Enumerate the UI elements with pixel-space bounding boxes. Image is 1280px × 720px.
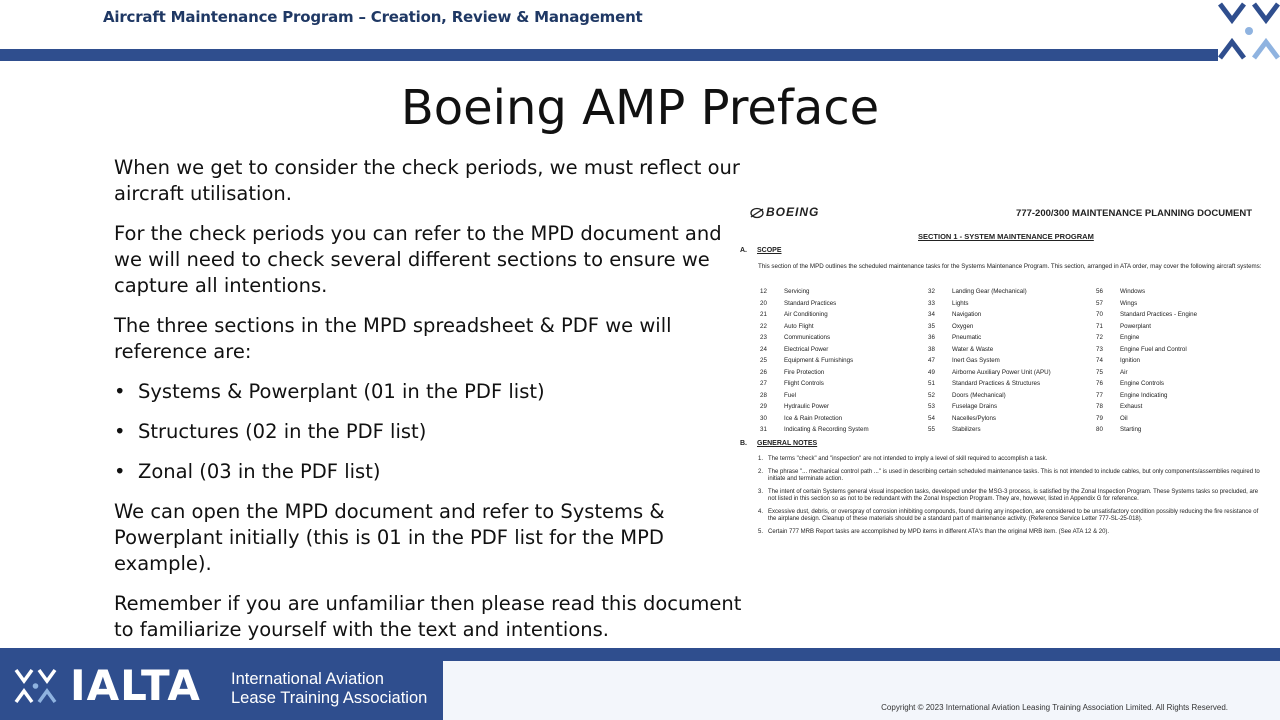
ata-chapter-name: Equipment & Furnishings	[784, 357, 854, 364]
ata-row	[1096, 413, 1256, 425]
ata-number: 38	[928, 345, 935, 353]
ata-row	[760, 390, 920, 402]
ata-row	[1096, 332, 1256, 344]
ata-chapter-name: Oxygen	[952, 322, 974, 330]
ata-number: 12	[760, 288, 767, 295]
section-title: SECTION 1 - SYSTEM MAINTENANCE PROGRAM	[918, 232, 1094, 241]
ata-chapter-name: Nacelles/Pylons	[952, 414, 997, 422]
paragraph: We can open the MPD document and refer to Systems & Powerplant initially (this is 01 in the PDF list for the MPD example).	[114, 500, 665, 575]
ata-chapter-name: Stabilizers	[952, 426, 981, 433]
ialta-chevron-logo-icon	[1218, 0, 1280, 62]
ata-number: 47	[928, 357, 935, 364]
ata-number: 74	[1096, 357, 1103, 364]
paragraph: Remember if you are unfamiliar then please read this document to familiarize yourself with the text and intentions.	[114, 592, 742, 641]
ata-chapter-name: Pneumatic	[952, 334, 982, 341]
scope-label: SCOPE	[757, 247, 782, 254]
ata-number: 78	[1096, 403, 1103, 410]
ata-number: 71	[1096, 322, 1103, 330]
ata-row	[760, 321, 920, 333]
ata-row	[1096, 378, 1256, 390]
ata-chapter-name: Auto Flight	[784, 322, 814, 330]
general-notes-heading	[740, 440, 817, 447]
general-note	[758, 489, 1263, 503]
general-note	[758, 529, 1263, 536]
ata-number: 29	[760, 403, 767, 410]
ata-row	[1096, 298, 1256, 310]
ata-row	[760, 367, 920, 379]
ata-row	[1096, 424, 1256, 436]
general-note	[758, 509, 1263, 523]
ata-row	[760, 424, 920, 436]
header-bar	[0, 49, 1280, 61]
footer-band	[443, 648, 1280, 661]
ata-number: 31	[760, 426, 767, 433]
ata-column	[1096, 286, 1256, 436]
note-number: 3.	[758, 489, 764, 495]
ata-row	[928, 378, 1088, 390]
ata-chapter-name: Engine Indicating	[1120, 391, 1168, 399]
ata-chapter-name: Inert Gas System	[952, 357, 1000, 364]
general-note	[758, 469, 1263, 483]
ata-number: 25	[760, 357, 767, 364]
paragraph: For the check periods you can refer to the MPD document and we will need to check several different sections to ensure we capture all intentions.	[114, 222, 722, 297]
ata-chapter-name: Water & Waste	[952, 345, 994, 353]
ata-chapter-name: Communications	[784, 334, 831, 341]
scope-heading	[740, 247, 782, 254]
section-bullet-list	[114, 379, 754, 485]
ata-number: 70	[1096, 311, 1103, 318]
bullet-item: • Zonal (03 in the PDF list)	[114, 459, 754, 485]
general-note	[758, 456, 1263, 463]
ata-number: 20	[760, 299, 767, 307]
ata-row	[760, 401, 920, 413]
mpd-document-excerpt	[724, 200, 1269, 560]
ata-row	[928, 321, 1088, 333]
footer-logo	[0, 648, 443, 720]
ata-row	[928, 309, 1088, 321]
body-text	[114, 155, 754, 657]
ata-row	[1096, 390, 1256, 402]
ata-row	[928, 298, 1088, 310]
ata-number: 21	[760, 311, 767, 318]
ata-number: 36	[928, 334, 935, 341]
note-text: The intent of certain Systems general visual inspection tasks, developed under the MSG-3 process, is satisfied by the Zonal Inspection Program. These Systems tasks so precluded, are not listed in this section so as not to be redundant with the Zonal Inspection Program. They are, however, listed in Appendix G for reference.	[768, 489, 1259, 502]
bullet-item: • Structures (02 in the PDF list)	[114, 419, 754, 445]
ata-row	[928, 344, 1088, 356]
ata-chapter-name: Windows	[1120, 288, 1146, 295]
ata-chapter-name: Electrical Power	[784, 345, 829, 353]
ata-number: 76	[1096, 380, 1103, 387]
ialta-wordmark: IALTA	[70, 661, 201, 710]
ata-number: 56	[1096, 288, 1103, 295]
ata-chapter-name: Engine Controls	[1120, 380, 1165, 387]
ata-row	[760, 413, 920, 425]
notes-label: GENERAL NOTES	[757, 440, 818, 447]
note-text: Certain 777 MRB Report tasks are accomplished by MPD items in different ATA's than the original MRB item. (See ATA 12 & 20).	[768, 529, 1110, 535]
ata-chapter-name: Airborne Auxiliary Power Unit (APU)	[952, 368, 1051, 376]
organization-name	[231, 670, 427, 708]
ata-number: 35	[928, 322, 935, 330]
ata-row	[928, 413, 1088, 425]
ata-number: 49	[928, 368, 935, 376]
ata-row	[760, 332, 920, 344]
slide-title: Boeing AMP Preface	[400, 80, 880, 136]
ata-number: 22	[760, 322, 767, 330]
bullet-item: • Systems & Powerplant (01 in the PDF list)	[114, 379, 754, 405]
ata-row	[760, 298, 920, 310]
ata-chapter-name: Flight Controls	[784, 380, 824, 387]
ata-number: 27	[760, 380, 767, 387]
ata-number: 80	[1096, 426, 1103, 433]
ata-number: 55	[928, 426, 935, 433]
paragraph: The three sections in the MPD spreadsheet & PDF we will reference are:	[114, 314, 672, 363]
ata-number: 51	[928, 380, 935, 387]
ata-row	[928, 355, 1088, 367]
ata-column	[760, 286, 920, 436]
ata-chapter-name: Hydraulic Power	[784, 403, 830, 410]
ata-chapter-name: Engine Fuel and Control	[1120, 345, 1187, 353]
ata-number: 53	[928, 403, 935, 410]
ata-chapter-name: Standard Practices - Engine	[1120, 311, 1198, 318]
ata-row	[1096, 321, 1256, 333]
ata-number: 77	[1096, 391, 1103, 399]
ata-chapter-name: Servicing	[784, 288, 810, 295]
ata-number: 28	[760, 391, 767, 399]
note-text: The terms "check" and "inspection" are not intended to imply a level of skill required to accomplish a task.	[768, 456, 1048, 462]
note-text: Excessive dust, debris, or overspray of corrosion inhibiting compounds, found during any inspection, are considered to be unsatisfactory condition possibly reducing the fire resistance of the airplane design. Cleanup of these materials should be a standard part of maintenance activity. (Reference Service Letter 777-SL-25-018).	[768, 509, 1259, 522]
note-number: 1.	[758, 456, 764, 462]
note-number: 4.	[758, 509, 764, 515]
ata-chapter-name: Starting	[1120, 426, 1142, 433]
ata-chapter-name: Fuel	[784, 391, 797, 399]
ialta-chevron-logo-icon	[14, 668, 58, 704]
org-line: International Aviation	[231, 670, 384, 688]
ata-chapter-name: Doors (Mechanical)	[952, 391, 1006, 399]
ata-row	[760, 344, 920, 356]
ata-chapter-name: Navigation	[952, 311, 982, 318]
note-number: 2.	[758, 469, 764, 475]
ata-chapter-name: Fuselage Drains	[952, 403, 998, 410]
ata-row	[1096, 401, 1256, 413]
ata-row	[928, 367, 1088, 379]
ata-row	[1096, 355, 1256, 367]
ata-column	[928, 286, 1088, 436]
ata-row	[760, 355, 920, 367]
ata-chapter-name: Indicating & Recording System	[784, 426, 869, 433]
notes-letter: B.	[740, 440, 747, 447]
ata-number: 32	[928, 288, 935, 295]
ata-row	[1096, 344, 1256, 356]
ata-chapter-name: Air	[1120, 368, 1128, 376]
ata-number: 33	[928, 299, 935, 307]
general-notes	[758, 456, 1263, 542]
ata-chapter-name: Standard Practices & Structures	[952, 380, 1041, 387]
ata-row	[928, 286, 1088, 298]
note-text: The phrase "... mechanical control path ..." is used in describing certain scheduled maintenance tasks. This is not intended to include cables, but only components/assemblies required to initiate and terminate action.	[768, 469, 1260, 482]
ata-number: 52	[928, 391, 935, 399]
ata-row	[928, 390, 1088, 402]
ata-number: 72	[1096, 334, 1103, 341]
ata-row	[928, 401, 1088, 413]
copyright-notice: Copyright © 2023 International Aviation Leasing Training Association Limited. All Rights Reserved.	[881, 703, 1228, 712]
ata-chapter-name: Exhaust	[1120, 403, 1143, 410]
org-line: Lease Training Association	[231, 689, 428, 707]
ata-number: 57	[1096, 299, 1103, 307]
ata-number: 34	[928, 311, 935, 318]
ata-number: 26	[760, 368, 767, 376]
ata-chapter-name: Ignition	[1120, 357, 1140, 364]
ata-chapter-name: Standard Practices	[784, 299, 837, 307]
ata-number: 73	[1096, 345, 1103, 353]
ata-chapter-name: Ice & Rain Protection	[784, 414, 843, 422]
ata-number: 75	[1096, 368, 1103, 376]
ata-row	[760, 378, 920, 390]
note-number: 5.	[758, 529, 764, 535]
ata-chapter-name: Wings	[1120, 299, 1138, 307]
ata-row	[928, 332, 1088, 344]
ata-row	[1096, 367, 1256, 379]
ata-number: 54	[928, 414, 935, 422]
ata-chapter-name: Engine	[1120, 334, 1140, 341]
scope-text: This section of the MPD outlines the scheduled maintenance tasks for the Systems Maintenance Program. This section, arranged in ATA order, may cover the following aircraft systems:	[758, 263, 1262, 270]
ata-chapter-name: Powerplant	[1120, 322, 1151, 330]
ata-chapter-name: Air Conditioning	[784, 311, 828, 318]
ata-chapter-name: Oil	[1120, 414, 1128, 422]
document-title: 777-200/300 MAINTENANCE PLANNING DOCUMENT	[1016, 208, 1252, 219]
ata-row	[760, 309, 920, 321]
ata-number: 24	[760, 345, 767, 353]
ata-chapter-name: Lights	[952, 299, 969, 307]
ata-row	[1096, 309, 1256, 321]
ata-chapter-name: Landing Gear (Mechanical)	[952, 288, 1027, 295]
ata-chapter-name: Fire Protection	[784, 368, 825, 376]
ata-row	[1096, 286, 1256, 298]
ata-row	[760, 286, 920, 298]
paragraph: When we get to consider the check periods, we must reflect our aircraft utilisation.	[114, 156, 740, 205]
header-title: Aircraft Maintenance Program – Creation, Review & Management	[103, 8, 643, 26]
ata-row	[928, 424, 1088, 436]
boeing-logo-icon	[750, 205, 819, 219]
scope-letter: A.	[740, 247, 747, 254]
ata-number: 30	[760, 414, 767, 422]
ata-number: 23	[760, 334, 767, 341]
ata-number: 79	[1096, 414, 1103, 422]
boeing-wordmark: BOEING	[766, 205, 820, 219]
